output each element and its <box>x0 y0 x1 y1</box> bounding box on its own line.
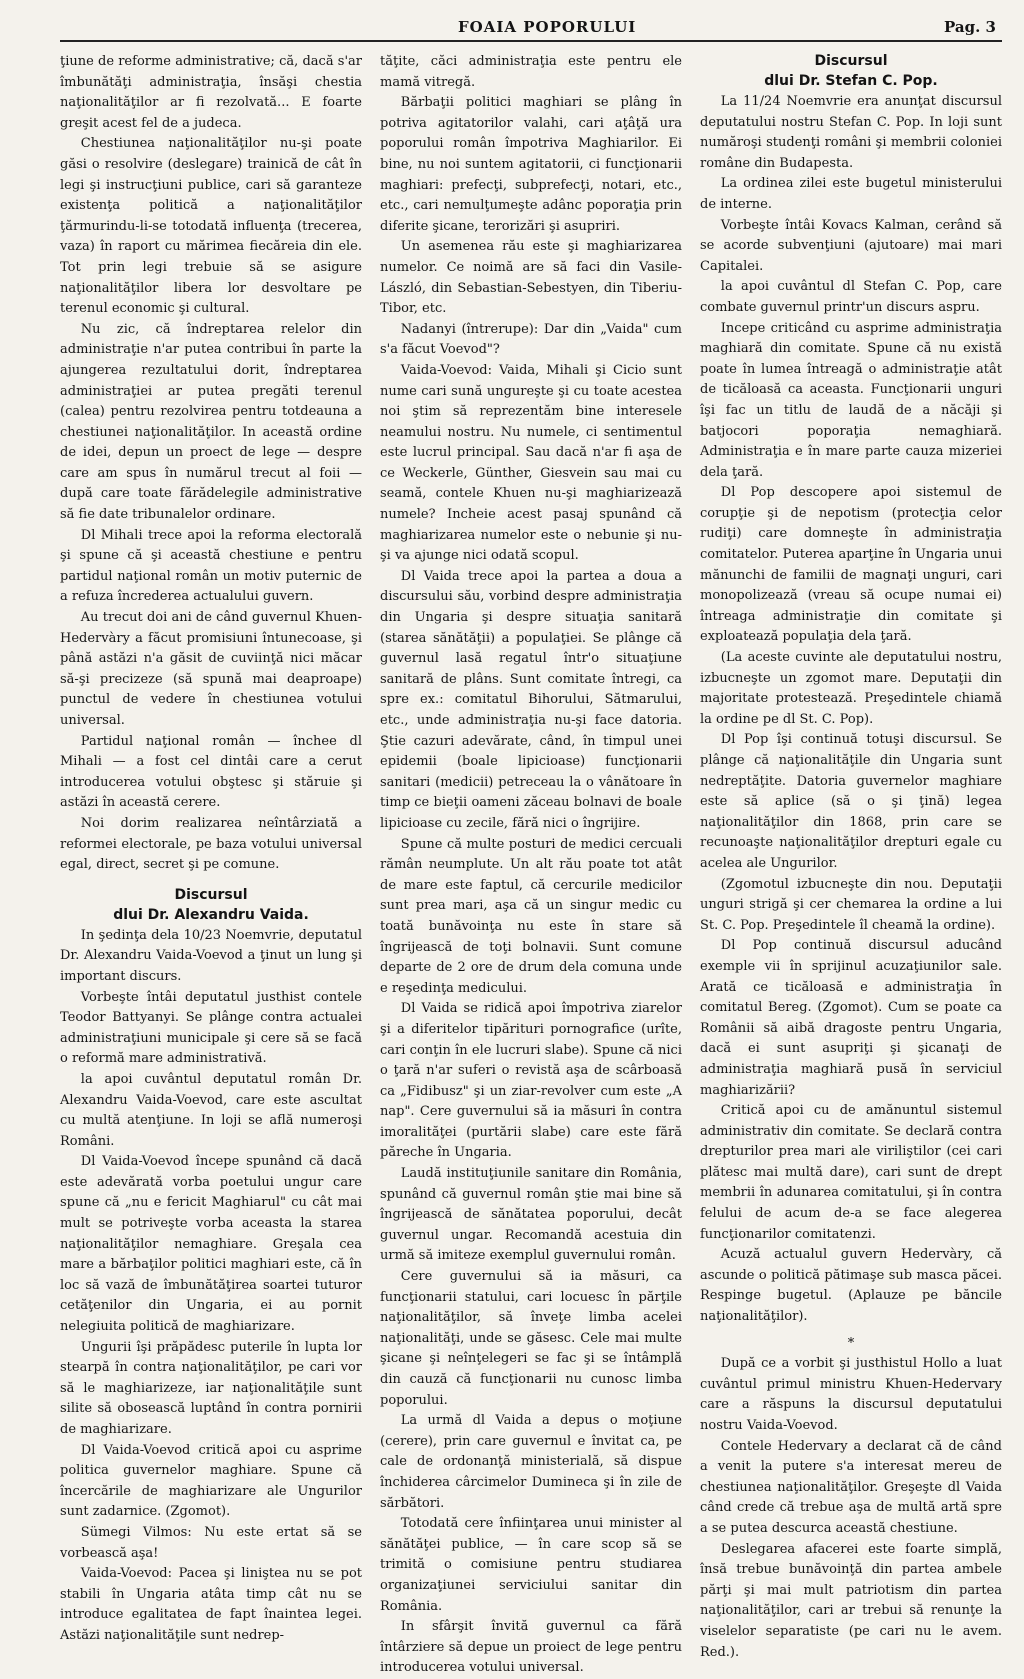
article-columns <box>60 52 1002 1679</box>
paragraph: Vaida-Voevod: Vaida, Mihali şi Cicio sunt nume cari sună ungureşte şi cu toate acestea noi ştim să reprezentăm bine interesele neamului nostru. Nu numele, ci sentimentul este lucrul principal. Sau dacă n'ar fi aşa de ce Weckerle, Günther, Giesvein sau mai cu seamă, contele Khuen nu-şi maghiarizează numele? Incheie acest pasaj spunând că maghiarizarea numelor este o nebunie şi nu-şi va ajunge nici odată scopul. <box>380 362 682 564</box>
paragraph: Vaida-Voevod: Pacea şi liniştea nu se pot stabili în Ungaria atâta timp cât nu se introduce egalitatea de fapt înaintea legei. Astăzi naţionalităţile sunt nedrep- <box>60 1566 362 1643</box>
paragraph: Dl Vaida trece apoi la partea a doua a discursului său, vorbind despre administraţia din Ungaria şi despre situaţia sanitară (starea sănătăţii) a populaţiei. Se plânge că guvernul lasă regatul într'o situaţiune sanitară de plâns. Sunt comitate întregi, ca spre ex.: comitatul Bihorului, Sătmarului, etc., unde administraţia nu-şi face datoria. Ştie cazuri adevărate, când, în timpul unei epidemii (boale lipicioase) funcţionarii sanitari (medicii) petreceau la o vânătoare în timp ce bieţii oameni zăceau bolnavi de boale lipicioase cu zecile, fără nici o îngrijire. <box>380 568 682 831</box>
column-3 <box>700 52 1002 1679</box>
paragraph: Vorbeşte întâi Kovacs Kalman, cerând să se acorde subvenţiuni (ajutoare) mai mari Capitalei. <box>700 217 1002 274</box>
paragraph: Partidul naţional român — închee dl Mihali — a fost cel dintâi care a cerut introducerea votului obştesc şi stăruie şi astăzi în această cerere. <box>60 733 362 811</box>
paragraph: Nadanyi (întrerupe): Dar din „Vaida" cum s'a făcut Voevod"? <box>380 321 682 358</box>
paragraph: In sfârşit învită guvernul ca fără întârziere să depue un proiect de lege pentru introducerea votului universal. <box>380 1619 682 1676</box>
paragraph: Dl Mihali trece apoi la reforma electorală şi spune că şi această chestiune e pentru partidul naţional român un motiv puternic de a refuza încrederea actualului guvern. <box>60 527 362 605</box>
paragraph: Incepe criticând cu asprime administraţia maghiară din comitate. Spune că nu există poate în lumea întreagă o administraţie atât de ticăloasă ca aceasta. Funcţionarii unguri îşi fac un titlu de laudă de a năcăji şi batjocori poporaţia nemaghiară. Administraţia e în mare parte cauza mizeriei dela ţară. <box>700 320 1002 480</box>
paragraph: Nu zic, că îndreptarea relelor din administraţie n'ar putea contribui în parte la ajungerea rezultatului dorit, îndreptarea administraţiei ar putea pregăti terenul (calea) pentru rezolvirea pentru totdeauna a chestiunei naţionalităţilor. In această ordine de idei, depun un proect de lege — despre care am spus în numărul trecut al foii — după care toate fărădelegile administrative să fie date tribunalelor ordinare. <box>60 321 362 523</box>
paragraph: In şedinţa dela 10/23 Noemvrie, deputatul Dr. Alexandru Vaida-Voevod a ţinut un lung şi important discurs. <box>60 927 362 984</box>
paragraph: Noi dorim realizarea neîntârziată a reformei electorale, pe baza votului universal egal, direct, secret şi pe comune. <box>60 815 362 873</box>
paragraph: Critică apoi cu de amănuntul sistemul administrativ din comitate. Se declară contra drepturilor prea mari ale viriliştilor (cei cari plătesc mai multă dare), cari sunt de drept membrii în adunarea comitatului, şi în contra felului de acum de-a se face alegerea funcţionarilor comitatenzi. <box>700 1103 1002 1242</box>
paragraph: Vorbeşte întâi deputatul justhist contele Teodor Battyanyi. Se plânge contra actualei administraţiuni municipale şi cere să se facă o reformă mare administrativă. <box>60 989 362 1067</box>
paragraph: Dl Pop îşi continuă totuşi discursul. Se plânge că naţionalităţile din Ungaria sunt nedreptăţite. Datoria guvernelor maghiare este să aplice (să o şi ţină) legea naţionalităţilor din 1868, prin care se recunoaşte naţionalităţilor drepturi egale cu acelea ale Ungurilor. <box>700 732 1002 871</box>
paragraph: Totodată cere înfiinţarea unui minister al sănătăţei publice, — în care scop să se trimită o comisiune pentru studiarea organizaţiunei serviciului sanitar din România. <box>380 1516 682 1614</box>
paragraph: Acuză actualul guvern Hedervàry, că ascunde o politică pătimaşe sub masca păcei. Respinge bugetul. (Aplauze pe băncile naţionalităţilor). <box>700 1247 1002 1325</box>
paragraph: Au trecut doi ani de când guvernul Khuen-Hedervàry a făcut promisiuni întunecoase, şi până astăzi n'a găsit de cuviinţă nici măcar să-şi precizeze (să spună mai deaproape) punctul de vedere în chestiunea votului universal. <box>60 610 362 728</box>
paragraph: Laudă instituţiunile sanitare din România, spunând că guvernul român ştie mai bine să îngrijească de sănătatea poporului, decât guvernul ungar. Recomandă acestuia din urmă să imiteze exemplul guvernului român. <box>380 1166 682 1264</box>
paragraph: Sümegi Vilmos: Nu este ertat să se vorbească aşa! <box>60 1524 362 1561</box>
paragraph: Bărbaţii politici maghiari se plâng în potriva agitatorilor valahi, cari aţâţă ura poporului român împotriva Maghiarilor. Ei bine, nu noi suntem agitatorii, ci funcţionarii maghiari: prefecţi, subprefecţi, notari, etc., etc., cari nemulţumeşte adânc poporaţia prin diferite şicane, terorizări şi asupriri. <box>380 95 682 234</box>
paragraph: Contele Hedervary a declarat că de când a venit la putere s'a interesat mereu de chestiunea naţionalităţilor. Greşeşte dl Vaida când crede că trebue aşa de multă artă spre a se putea descurca această chestiune. <box>700 1438 1002 1536</box>
paragraph: (La aceste cuvinte ale deputatului nostru, izbucneşte un zgomot mare. Deputaţii din majoritate protestează. Preşedintele chiamă la ordine pe dl St. C. Pop). <box>700 650 1002 727</box>
paragraph: Dl Vaida-Voevod începe spunând că dacă este adevărată vorba poetului ungur care spune că „nu e fericit Maghiarul" cu cât mai mult se potriveşte vorba aceasta la starea naţionalităţilor nemaghiare. Greşala cea mare a bărbaţilor politici maghiari este, că în loc să vază de îmbunătăţirea soartei tuturor cetăţenilor din Ungaria, ei au pornit nelegiuita politică de maghiarizare. <box>60 1154 362 1335</box>
paragraph: tăţite, căci administraţia este pentru ele mamă vitregă. <box>380 54 682 90</box>
column-1 <box>60 52 362 1679</box>
section-subheading: dlui Dr. Alexandru Vaida. <box>113 906 309 923</box>
paragraph: la apoi cuvântul dl Stefan C. Pop, care combate guvernul printr'un discurs aspru. <box>700 279 1002 315</box>
paragraph: ţiune de reforme administrative; că, dacă s'ar îmbunătăţi administraţia, însăşi chestia naţionalităţilor ar fi rezolvată... E foarte greşit acest fel de a judeca. <box>60 54 362 131</box>
paragraph: La ordinea zilei este bugetul ministerului de interne. <box>700 176 1002 212</box>
section-heading: Discursul <box>814 53 888 69</box>
newspaper-title: FOAIA POPORULUI <box>458 18 637 36</box>
paragraph: La 11/24 Noemvrie era anunţat discursul deputatului nostru Stefan C. Pop. In loji sunt număroşi studenţi români şi membrii coloniei române din Budapesta. <box>700 94 1002 171</box>
page-number: Pag. 3 <box>944 18 996 36</box>
paragraph: Un asemenea rău este şi maghiarizarea numelor. Ce noimă are să faci din Vasile-László, din Sebastian-Sebestyen, din Tiberiu-Tibor, etc. <box>380 239 682 317</box>
separator-asterisk: * <box>847 1335 855 1351</box>
paragraph: Cere guvernului să ia măsuri, ca funcţionarii statului, cari locuesc în părţile naţionalităţilor, să înveţe limba acelei naţionalităţi, unde se găsesc. Cele mai multe şicane şi neînţelegeri se fac şi se întâmplă din cauză că funcţionarii nu cunosc limba poporului. <box>380 1269 682 1408</box>
paragraph: La urmă dl Vaida a depus o moţiune (cerere), prin care guvernul e învitat ca, pe cale de ordonanţă ministerială, să dispue închiderea cârcimelor Dumineca şi în zile de sărbători. <box>380 1413 682 1511</box>
paragraph: Dl Vaida-Voevod critică apoi cu asprime politica guvernelor maghiare. Spune că încercările de maghiarizare ale Ungurilor sunt zadarnice. (Zgomot). <box>60 1442 362 1520</box>
paragraph: (Zgomotul izbucneşte din nou. Deputaţii unguri strigă şi cer chemarea la ordine a lui St. C. Pop. Preşedintele îl cheamă la ordine). <box>700 876 1002 933</box>
paragraph: După ce a vorbit şi justhistul Hollo a luat cuvântul primul ministru Khuen-Hedervary care a răspuns la discursul deputatului nostru Vaida-Voevod. <box>700 1356 1002 1433</box>
paragraph: Ungurii îşi prăpădesc puterile în lupta lor stearpă în contra naţionalităţilor, pe cari vor să le maghiarizeze, iar naţionalităţile sunt silite să obosească luptând în contra pornirii de maghiarizare. <box>60 1339 362 1437</box>
paragraph: Dl Pop continuă discursul aducând exemple vii în sprijinul acuzaţiunilor sale. Arată ce ticăloasă e administraţia în comitatul Bereg. (Zgomot). Cum se poate ca Românii să aibă dragoste pentru Ungaria, dacă ei sunt asupriţi şi şicanaţi de administraţia maghiară pusă în serviciul maghiarizării? <box>700 938 1002 1098</box>
section-heading: Discursul <box>174 886 248 903</box>
paragraph: Spune că multe posturi de medici cercuali rămân neumplute. Un alt rău poate tot atât de mare este faptul, că cercurile medicilor sunt prea mari, aşa că un singur medic cu toată bunăvoinţa nu este în stare să îngrijească de toţi bolnavii. Sunt comune departe de 2 ore de drum dela comuna unde e reşedinţa medicului. <box>380 836 682 996</box>
column-2 <box>380 52 682 1679</box>
page-header <box>60 16 1002 42</box>
paragraph: Dl Pop descopere apoi sistemul de corupţie şi de nepotism (protecţia celor rudiţi) care domneşte în administraţia comitatelor. Puterea aparţine în Ungaria unui mănunchi de familii de magnaţi unguri, cari monopolizează (vreau să ocupe numai ei) întreaga administraţie din comitate şi exploatează populaţia dela ţară. <box>700 485 1002 645</box>
paragraph: Chestiunea naţionalităţilor nu-şi poate găsi o resolvire (deslegare) trainică de cât în legi şi instrucţiuni publice, cari să garanteze existenţa politică a naţionalităţilor ţărmurindu-li-se totodată influenţa (trecerea, vaza) în raport cu mărimea fiecăreia din ele. Tot prin legi trebuie să se asigure naţionalităţilor libera lor desvoltare pe terenul economic şi cultural. <box>60 136 362 317</box>
section-subheading: dlui Dr. Stefan C. Pop. <box>764 73 938 89</box>
paragraph: Deslegarea afacerei este foarte simplă, însă trebue bunăvoinţă din partea ambele părţi şi mai mult patriotism din partea naţionalităţilor, cari ar trebui să renunţe la viselelor separatiste (pe cari nu le avem. Red.). <box>700 1541 1002 1660</box>
paragraph: Dl Vaida se ridică apoi împotriva ziarelor şi a diferitelor tipărituri pornografice (urîte, cari conţin în ele lucruri slabe). Spune că nici o ţară n'ar suferi o revistă aşa de scârboasă ca „Fidibusz" şi un ziar-revolver cum este „A nap". Cere guvernului să ia măsuri în contra imoralităţei (purtării slabe) care este fără păreche în Ungaria. <box>380 1001 682 1161</box>
paragraph: la apoi cuvântul deputatul român Dr. Alexandru Vaida-Voevod, care este ascultat cu multă atenţiune. In loji se află numeroşi Români. <box>60 1071 362 1149</box>
